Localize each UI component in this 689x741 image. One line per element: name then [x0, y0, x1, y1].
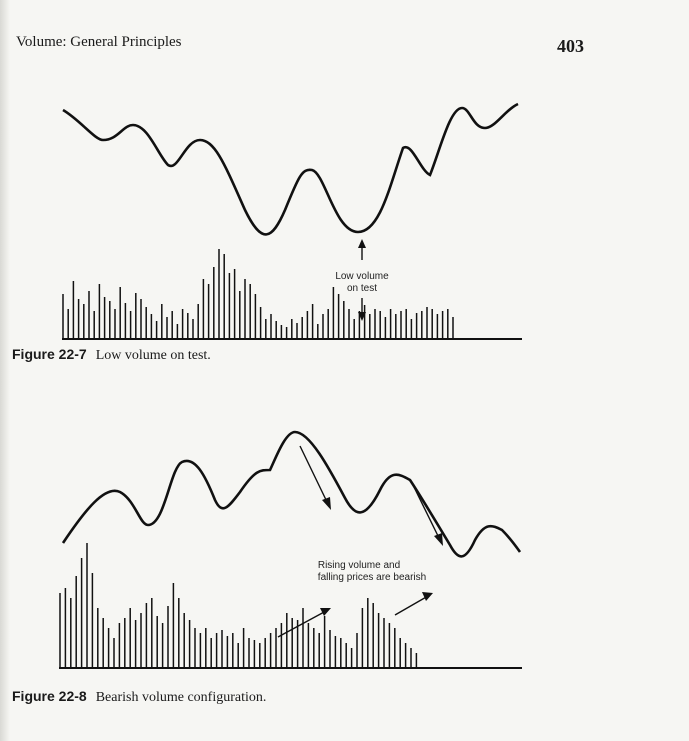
price-curve-fig2 [63, 432, 520, 556]
page-number: 403 [557, 36, 584, 56]
up-arrow-fig1 [358, 239, 366, 260]
volume-bars-fig1 [63, 249, 453, 339]
figure-22-7-label: Figure 22-7 [12, 346, 87, 362]
annotation-low-volume-line1: Low volume [335, 271, 389, 282]
annotation-low-volume-line2: on test [346, 283, 378, 294]
figure-22-8-label: Figure 22-8 [12, 688, 87, 704]
trend-arrow-fig2-2 [413, 485, 443, 546]
running-head: Volume: General Principles [16, 34, 182, 50]
trend-arrow-fig2-1 [300, 446, 331, 510]
figure-22-8-caption [12, 688, 266, 706]
rising-volume-arrow-1 [278, 608, 331, 637]
figure-22-8-illustration [59, 432, 522, 668]
price-curve-fig1 [63, 104, 518, 234]
figure-22-8-caption-text: Bearish volume configuration. [95, 690, 267, 705]
rising-volume-arrow-2 [395, 592, 433, 615]
annotation-rising-volume-line1: Rising volume and [317, 560, 401, 571]
figure-22-7-caption-text: Low volume on test. [95, 348, 211, 363]
annotation-rising-volume-line2: falling prices are bearish [317, 572, 427, 583]
figure-22-7-caption [12, 346, 211, 364]
figure-22-7-illustration [62, 104, 522, 339]
